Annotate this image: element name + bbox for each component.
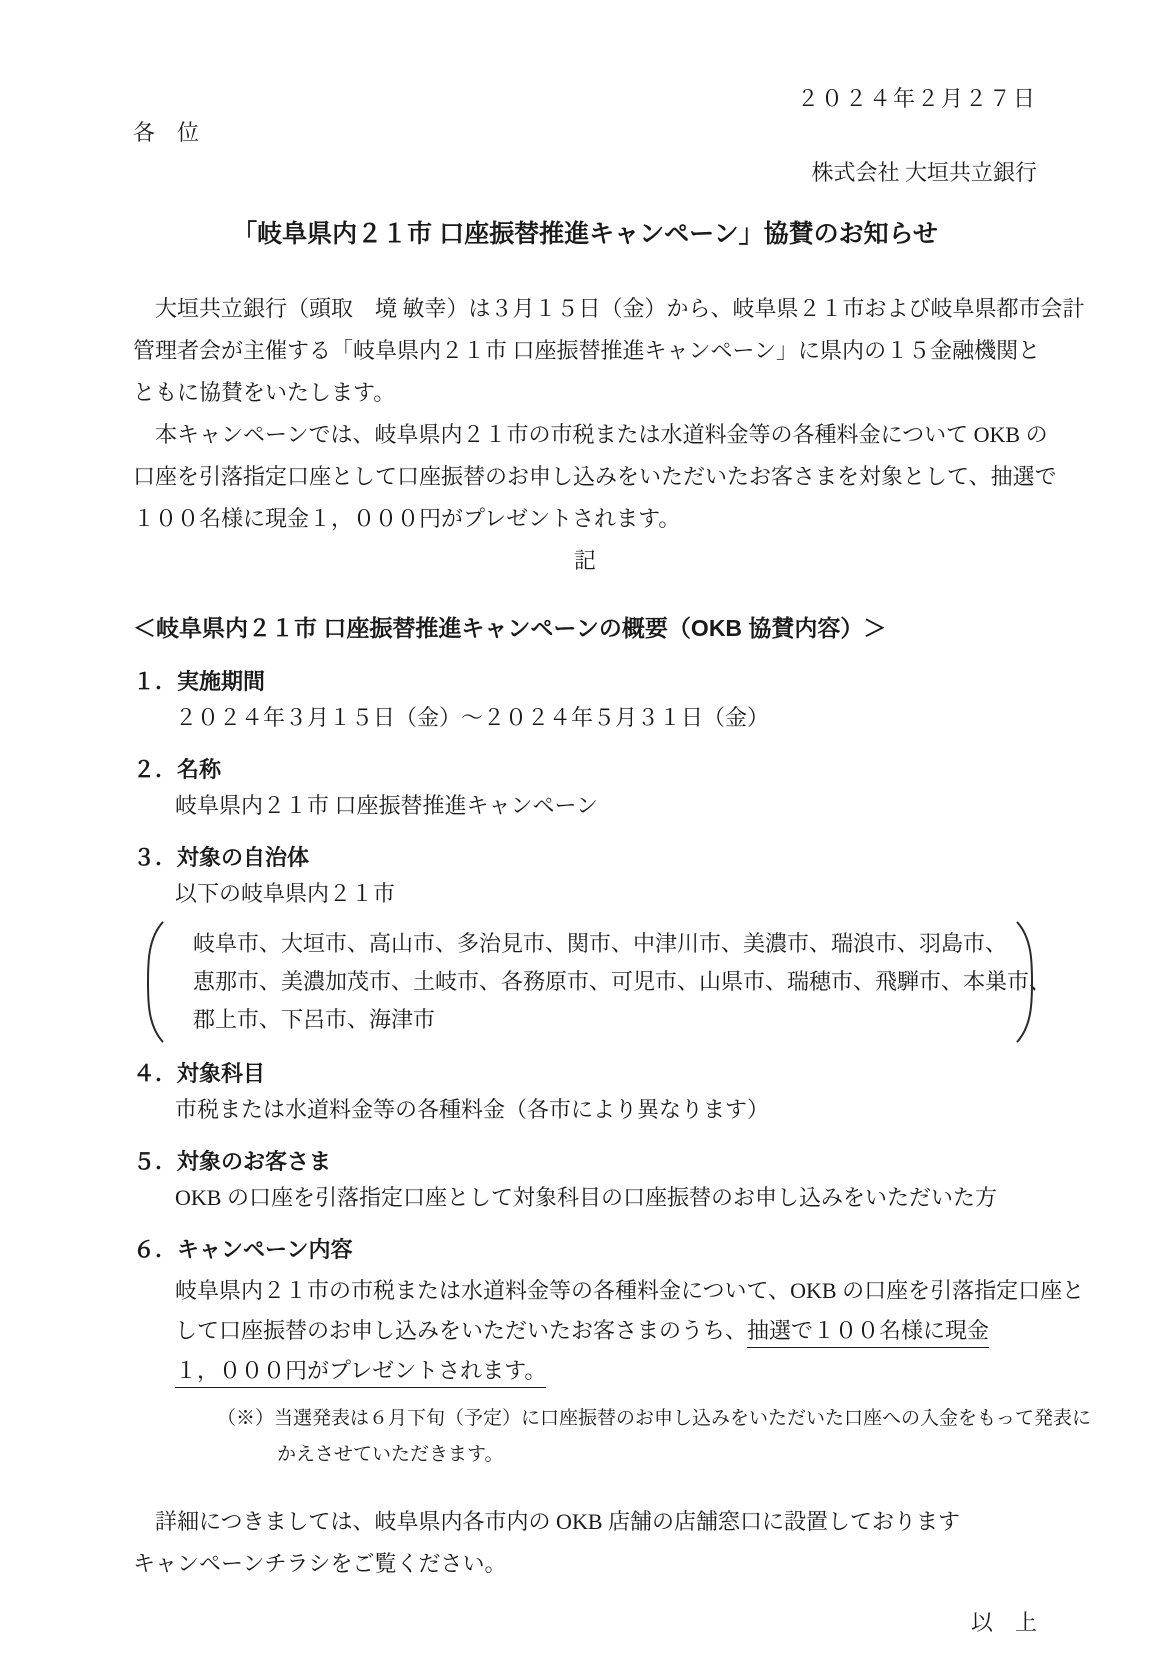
intro-p2-line3: １００名様に現金１，０００円がプレゼントされます。 <box>133 506 681 531</box>
section2-body: 岐阜県内２１市 口座振替推進キャンペーン <box>175 793 599 819</box>
document-title: 「岐阜県内２１市 口座振替推進キャンペーン」協賛のお知らせ <box>232 220 938 248</box>
ki-marker: 記 <box>573 548 596 573</box>
document-date: ２０２４年２月２７日 <box>796 86 1037 111</box>
section5-body: OKB の口座を引落指定口座として対象科目の口座振替のお申し込みをいただいた方 <box>175 1185 997 1211</box>
closing-paragraph <box>133 1501 1037 1585</box>
sign-off: 以 上 <box>970 1610 1037 1636</box>
section3-heading: ３．対象の自治体 <box>133 845 310 871</box>
section3-body: 以下の岐阜県内２１市 <box>175 881 396 907</box>
intro-p1-line3: ともに協賛をいたします。 <box>133 380 396 405</box>
section1-heading: １．実施期間 <box>133 669 266 695</box>
section6-body <box>175 1271 1092 1473</box>
section4-body: 市税または水道料金等の各種料金（各市により異なります） <box>175 1097 770 1123</box>
lottery-note <box>217 1401 1092 1473</box>
section6-line3-underlined: １，０００円がプレゼントされます。 <box>175 1358 546 1388</box>
right-parenthesis-decoration <box>1013 919 1037 1045</box>
section-target-items <box>133 1057 1037 1125</box>
city-list-line1: 岐阜市、大垣市、高山市、多治見市、関市、中津川市、美濃市、瑞浪市、羽島市、 <box>193 931 1008 957</box>
section-target-customers <box>133 1145 1037 1213</box>
left-parenthesis-decoration <box>143 919 167 1045</box>
city-list-line3: 郡上市、下呂市、海津市 <box>193 1007 436 1033</box>
closing-line1: 詳細につきましては、岐阜県内各市内の OKB 店舗の店舗窓口に設置しております <box>133 1509 961 1535</box>
intro-p1-line2: 管理者会が主催する「岐阜県内２１市 口座振替推進キャンペーン」に県内の１５金融機関と <box>133 338 1041 363</box>
section6-line2 <box>175 1311 1037 1351</box>
section1-body: ２０２４年３月１５日（金）～２０２４年５月３１日（金） <box>175 705 770 731</box>
city-list-line2: 恵那市、美濃加茂市、土岐市、各務原市、可児市、山県市、瑞穂市、飛騨市、本巣市、 <box>193 969 1052 995</box>
intro-p2-line2: 口座を引落指定口座として口座振替のお申し込みをいただいたお客さまを対象として、抽選で <box>133 464 1057 489</box>
section2-heading: ２．名称 <box>133 757 222 783</box>
section6-heading: ６．キャンペーン内容 <box>133 1237 353 1263</box>
section6-line2-plain: して口座振替のお申し込みをいただいたお客さまのうち、 <box>175 1318 748 1344</box>
section6-line2-underlined: 抽選で１００名様に現金 <box>747 1318 989 1348</box>
section5-heading: ５．対象のお客さま <box>133 1149 332 1175</box>
city-list <box>143 919 1052 1045</box>
section-name <box>133 753 1037 821</box>
intro-paragraphs <box>133 288 1085 540</box>
intro-p1-line1: 大垣共立銀行（頭取 境 敏幸）は３月１５日（金）から、岐阜県２１市および岐阜県都市会計 <box>133 296 1085 321</box>
section4-heading: ４．対象科目 <box>133 1061 266 1087</box>
note-line1: （※）当選発表は６月下旬（予定）に口座振替のお申し込みをいただいた口座への入金をもって発表に <box>217 1408 1092 1430</box>
intro-p2-line1: 本キャンペーンでは、岐阜県内２１市の市税または水道料金等の各種料金について OKB の <box>133 422 1048 447</box>
section-implementation-period <box>133 665 1037 733</box>
salutation: 各 位 <box>133 120 200 145</box>
section6-line1: 岐阜県内２１市の市税または水道料金等の各種料金について、OKB の口座を引落指定口座と <box>175 1278 1085 1304</box>
section6-line3 <box>175 1351 1037 1391</box>
closing-line2: キャンペーンチラシをご覧ください。 <box>133 1551 507 1577</box>
section-target-municipalities <box>133 841 1052 1045</box>
section-campaign-details <box>133 1233 1092 1473</box>
company-name: 株式会社 大垣共立銀行 <box>811 160 1037 185</box>
overview-heading: ＜岐阜県内２１市 口座振替推進キャンペーンの概要（OKB 協賛内容）＞ <box>133 615 887 641</box>
note-line2: かえさせていただきます。 <box>277 1444 504 1466</box>
